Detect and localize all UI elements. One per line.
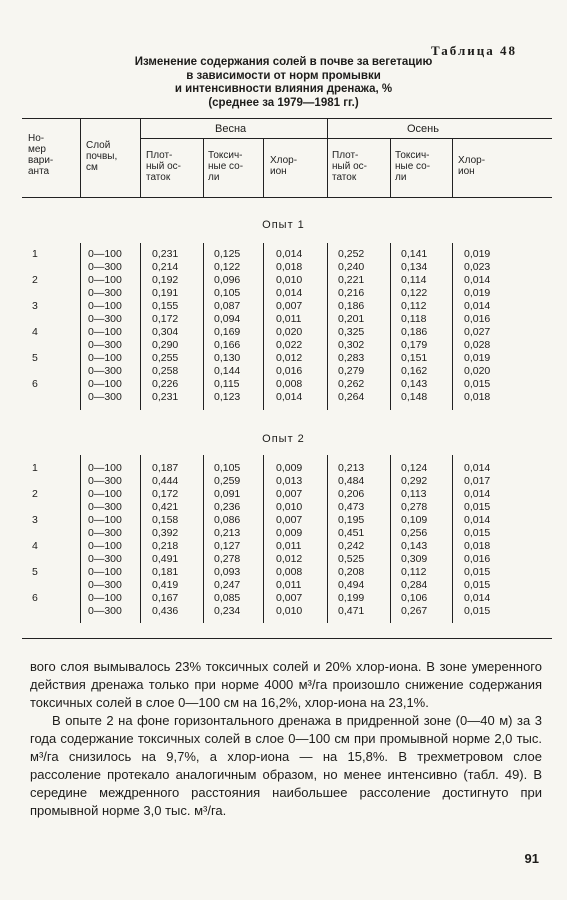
table-cell-s-cl: 0,013 (276, 475, 303, 487)
body-divider (203, 243, 204, 410)
paragraph: вого слоя вымывалось 23% токсичных солей и 20% хлор-иона. В зоне умеренного действия дренажа только при норме 4000 м³/га произошло снижение содержания токсичных солей в слое 0—100 см на 16,2%, хлор-иона на 23,1%. (30, 659, 542, 710)
table-cell-s-cl: 0,014 (276, 391, 303, 403)
table-cell-layer: 0—300 (88, 501, 122, 513)
table-cell-a-dry: 0,264 (338, 391, 365, 403)
header-spring-dry-residue: Плот- ный ос- таток (146, 150, 181, 183)
table-cell-layer: 0—100 (88, 592, 122, 604)
body-divider (263, 455, 264, 623)
body-divider (263, 243, 264, 410)
table-cell-s-dry: 0,231 (152, 391, 179, 403)
table-cell-a-tox: 0,148 (401, 391, 428, 403)
table-cell-s-cl: 0,009 (276, 527, 303, 539)
table-cell-a-tox: 0,162 (401, 365, 428, 377)
table-caption (0, 56, 567, 110)
table-cell-s-cl: 0,010 (276, 274, 303, 286)
table-cell-variant: 5 (32, 352, 38, 364)
table-cell-a-cl: 0,016 (464, 313, 491, 325)
table-cell-a-tox: 0,109 (401, 514, 428, 526)
table-cell-a-tox: 0,112 (401, 300, 427, 312)
table-cell-s-cl: 0,007 (276, 488, 303, 500)
table-cell-s-dry: 0,226 (152, 378, 179, 390)
table-cell-a-dry: 0,216 (338, 287, 365, 299)
header-spring-chlorine: Хлор- ион (270, 155, 298, 177)
table-cell-s-tox: 0,259 (214, 475, 241, 487)
table-cell-s-dry: 0,192 (152, 274, 179, 286)
caption-line: Изменение содержания солей в почве за вегетацию (134, 56, 433, 68)
table-cell-layer: 0—100 (88, 378, 122, 390)
table-cell-a-tox: 0,113 (401, 488, 427, 500)
table-cell-a-tox: 0,141 (401, 248, 428, 260)
table-cell-a-cl: 0,028 (464, 339, 491, 351)
season-rule (140, 138, 552, 139)
paragraph: В опыте 2 на фоне горизонтального дренажа в придренной зоне (0—40 м) за 3 года содержание токсичных солей в слое 0—100 см при промывной норме 2,0 тыс. м³/га снизилось на 9,7%, а хлор-иона — на 15,8%. В трехметровом слое рассоление протекало аналогичным образом, но менее интенсивно (табл. 49). В середине междренного расстояния наибольшее рассоление достигнуто при промывной норме 3,0 тыс. м³/га. (30, 713, 542, 818)
header-spring: Весна (215, 123, 247, 135)
table-cell-s-dry: 0,392 (152, 527, 179, 539)
table-cell-a-tox: 0,143 (401, 378, 428, 390)
body-divider (390, 455, 391, 623)
table-cell-a-dry: 0,325 (338, 326, 365, 338)
table-cell-s-cl: 0,008 (276, 566, 303, 578)
table-cell-s-cl: 0,014 (276, 248, 303, 260)
table-cell-a-cl: 0,015 (464, 566, 491, 578)
table-cell-a-dry: 0,473 (338, 501, 365, 513)
table-cell-s-tox: 0,125 (214, 248, 241, 260)
body-divider (327, 243, 328, 410)
table-cell-a-dry: 0,262 (338, 378, 365, 390)
table-cell-s-dry: 0,191 (152, 287, 179, 299)
table-cell-variant: 3 (32, 514, 38, 526)
table-cell-layer: 0—100 (88, 514, 122, 526)
table-cell-s-dry: 0,181 (152, 566, 179, 578)
table-cell-s-cl: 0,011 (276, 313, 302, 325)
table-cell-s-tox: 0,096 (214, 274, 241, 286)
table-cell-variant: 6 (32, 378, 38, 390)
table-cell-layer: 0—300 (88, 261, 122, 273)
table-cell-a-tox: 0,112 (401, 566, 427, 578)
table-cell-a-cl: 0,015 (464, 378, 491, 390)
body-divider (390, 243, 391, 410)
table-cell-s-dry: 0,158 (152, 514, 179, 526)
table-cell-s-cl: 0,012 (276, 352, 303, 364)
table-cell-s-dry: 0,218 (152, 540, 179, 552)
table-cell-a-cl: 0,014 (464, 514, 491, 526)
table-cell-layer: 0—100 (88, 462, 122, 474)
header-divider (327, 118, 328, 197)
table-cell-a-cl: 0,014 (464, 300, 491, 312)
table-cell-layer: 0—100 (88, 274, 122, 286)
body-divider (203, 455, 204, 623)
body-divider (452, 243, 453, 410)
table-cell-layer: 0—300 (88, 313, 122, 325)
table-cell-a-cl: 0,019 (464, 287, 491, 299)
table-cell-s-dry: 0,155 (152, 300, 179, 312)
body-divider (80, 455, 81, 623)
table-cell-a-cl: 0,015 (464, 501, 491, 513)
table-cell-a-dry: 0,283 (338, 352, 365, 364)
table-cell-layer: 0—300 (88, 475, 122, 487)
table-cell-variant: 3 (32, 300, 38, 312)
table-cell-a-dry: 0,240 (338, 261, 365, 273)
header-divider (203, 138, 204, 197)
table-cell-layer: 0—100 (88, 540, 122, 552)
table-cell-s-tox: 0,169 (214, 326, 241, 338)
table-cell-s-cl: 0,020 (276, 326, 303, 338)
table-cell-a-cl: 0,016 (464, 553, 491, 565)
header-divider (390, 138, 391, 197)
table-cell-variant: 4 (32, 540, 38, 552)
table-cell-a-cl: 0,014 (464, 592, 491, 604)
table-cell-s-dry: 0,444 (152, 475, 179, 487)
table-cell-s-dry: 0,172 (152, 313, 179, 325)
header-divider (80, 118, 81, 197)
table-cell-a-tox: 0,134 (401, 261, 428, 273)
table-cell-a-tox: 0,106 (401, 592, 428, 604)
table-cell-a-dry: 0,206 (338, 488, 365, 500)
table-cell-s-dry: 0,214 (152, 261, 179, 273)
table-cell-a-cl: 0,014 (464, 462, 491, 474)
table-cell-s-tox: 0,278 (214, 553, 241, 565)
body-divider (80, 243, 81, 410)
table-cell-a-tox: 0,309 (401, 553, 428, 565)
table-cell-variant: 5 (32, 566, 38, 578)
table-cell-layer: 0—100 (88, 488, 122, 500)
header-autumn-chlorine: Хлор- ион (458, 155, 486, 177)
table-cell-a-dry: 0,201 (338, 313, 365, 325)
table-cell-s-tox: 0,122 (214, 261, 241, 273)
header-variant: Но- мер вари- анта (28, 133, 54, 177)
header-divider (140, 118, 141, 197)
body-divider (327, 455, 328, 623)
table-cell-s-tox: 0,105 (214, 287, 241, 299)
table-cell-s-tox: 0,130 (214, 352, 241, 364)
table-cell-s-tox: 0,115 (214, 378, 240, 390)
table-cell-a-tox: 0,122 (401, 287, 428, 299)
header-autumn-dry-residue: Плот- ный ос- таток (332, 150, 367, 183)
experiment-title: Опыт 2 (262, 433, 305, 445)
table-cell-variant: 2 (32, 488, 38, 500)
table-cell-a-cl: 0,015 (464, 579, 491, 591)
table-cell-s-dry: 0,290 (152, 339, 179, 351)
table-cell-s-cl: 0,018 (276, 261, 303, 273)
table-cell-s-dry: 0,231 (152, 248, 179, 260)
table-cell-a-cl: 0,017 (464, 475, 491, 487)
table-cell-a-dry: 0,302 (338, 339, 365, 351)
table-cell-s-tox: 0,123 (214, 391, 241, 403)
table-cell-a-dry: 0,208 (338, 566, 365, 578)
table-cell-s-cl: 0,010 (276, 501, 303, 513)
caption-line: и интенсивности влияния дренажа, % (174, 83, 393, 95)
table-cell-a-cl: 0,019 (464, 352, 491, 364)
table-cell-a-cl: 0,018 (464, 391, 491, 403)
table-cell-layer: 0—100 (88, 352, 122, 364)
table-cell-s-dry: 0,167 (152, 592, 179, 604)
table-cell-s-cl: 0,007 (276, 300, 303, 312)
table-cell-layer: 0—300 (88, 579, 122, 591)
body-divider (452, 455, 453, 623)
table-cell-a-cl: 0,027 (464, 326, 491, 338)
table-cell-layer: 0—300 (88, 287, 122, 299)
table-cell-a-dry: 0,213 (338, 462, 365, 474)
table-cell-layer: 0—100 (88, 248, 122, 260)
table-cell-layer: 0—100 (88, 566, 122, 578)
table-cell-a-tox: 0,284 (401, 579, 428, 591)
table-cell-layer: 0—100 (88, 326, 122, 338)
table-cell-s-dry: 0,436 (152, 605, 179, 617)
table-cell-s-cl: 0,011 (276, 579, 302, 591)
table-cell-s-dry: 0,421 (152, 501, 179, 513)
table-cell-a-dry: 0,199 (338, 592, 365, 604)
table-cell-variant: 4 (32, 326, 38, 338)
table-cell-a-dry: 0,252 (338, 248, 365, 260)
table-cell-a-cl: 0,020 (464, 365, 491, 377)
table-cell-s-dry: 0,255 (152, 352, 179, 364)
header-layer: Слой почвы, см (86, 140, 118, 173)
header-divider (263, 138, 264, 197)
table-cell-a-tox: 0,292 (401, 475, 428, 487)
table-cell-s-tox: 0,166 (214, 339, 241, 351)
table-cell-layer: 0—300 (88, 527, 122, 539)
table-cell-a-tox: 0,124 (401, 462, 428, 474)
body-divider (140, 455, 141, 623)
table-cell-a-cl: 0,015 (464, 605, 491, 617)
header-spring-toxic-salts: Токсич- ные со- ли (208, 150, 244, 183)
table-cell-s-tox: 0,105 (214, 462, 241, 474)
table-cell-layer: 0—300 (88, 339, 122, 351)
table-cell-s-tox: 0,144 (214, 365, 241, 377)
table-cell-a-cl: 0,019 (464, 248, 491, 260)
table-cell-s-cl: 0,010 (276, 605, 303, 617)
table-label: Таблица 48 (430, 43, 517, 58)
table-cell-variant: 6 (32, 592, 38, 604)
table-top-rule (22, 118, 552, 119)
table-cell-a-dry: 0,494 (338, 579, 365, 591)
body-divider (140, 243, 141, 410)
table-cell-s-tox: 0,091 (214, 488, 241, 500)
table-cell-s-cl: 0,016 (276, 365, 303, 377)
table-cell-a-tox: 0,256 (401, 527, 428, 539)
table-cell-a-cl: 0,014 (464, 488, 491, 500)
table-cell-a-dry: 0,525 (338, 553, 365, 565)
table-cell-s-dry: 0,419 (152, 579, 179, 591)
table-cell-s-tox: 0,094 (214, 313, 241, 325)
table-cell-a-dry: 0,186 (338, 300, 365, 312)
table-cell-s-cl: 0,009 (276, 462, 303, 474)
header-autumn-toxic-salts: Токсич- ные со- ли (395, 150, 431, 183)
table-cell-a-dry: 0,221 (338, 274, 365, 286)
table-cell-a-tox: 0,179 (401, 339, 428, 351)
header-autumn: Осень (407, 123, 439, 135)
table-cell-a-cl: 0,023 (464, 261, 491, 273)
table-cell-s-cl: 0,011 (276, 540, 302, 552)
table-cell-a-cl: 0,014 (464, 274, 491, 286)
table-cell-a-tox: 0,186 (401, 326, 428, 338)
table-cell-s-tox: 0,234 (214, 605, 241, 617)
table-cell-a-tox: 0,151 (401, 352, 428, 364)
table-cell-a-tox: 0,114 (401, 274, 427, 286)
table-cell-a-dry: 0,451 (338, 527, 365, 539)
table-cell-s-cl: 0,022 (276, 339, 303, 351)
table-cell-s-dry: 0,172 (152, 488, 179, 500)
table-cell-a-cl: 0,018 (464, 540, 491, 552)
table-cell-layer: 0—300 (88, 391, 122, 403)
table-cell-s-dry: 0,258 (152, 365, 179, 377)
experiment-title: Опыт 1 (262, 219, 305, 231)
caption-line: (среднее за 1979—1981 гг.) (208, 96, 359, 109)
table-cell-s-cl: 0,008 (276, 378, 303, 390)
table-cell-s-tox: 0,093 (214, 566, 241, 578)
table-cell-a-tox: 0,278 (401, 501, 428, 513)
table-cell-s-dry: 0,491 (152, 553, 179, 565)
body-text (30, 658, 542, 820)
table-cell-variant: 1 (32, 462, 38, 474)
table-bottom-rule (22, 638, 552, 639)
table-cell-s-tox: 0,247 (214, 579, 241, 591)
table-cell-s-dry: 0,304 (152, 326, 179, 338)
table-cell-s-dry: 0,187 (152, 462, 179, 474)
table-cell-a-dry: 0,484 (338, 475, 365, 487)
page-number: 91 (524, 851, 539, 866)
table-cell-s-cl: 0,007 (276, 592, 303, 604)
table-cell-a-tox: 0,143 (401, 540, 428, 552)
caption-line: в зависимости от норм промывки (186, 69, 381, 82)
table-cell-s-tox: 0,127 (214, 540, 241, 552)
table-cell-layer: 0—300 (88, 605, 122, 617)
table-cell-variant: 1 (32, 248, 38, 260)
table-cell-s-cl: 0,012 (276, 553, 303, 565)
table-cell-a-cl: 0,015 (464, 527, 491, 539)
table-cell-s-tox: 0,213 (214, 527, 241, 539)
table-cell-a-tox: 0,118 (401, 313, 427, 325)
table-cell-layer: 0—100 (88, 300, 122, 312)
table-cell-a-dry: 0,195 (338, 514, 365, 526)
table-cell-a-dry: 0,471 (338, 605, 365, 617)
table-cell-s-tox: 0,236 (214, 501, 241, 513)
table-cell-s-tox: 0,087 (214, 300, 241, 312)
table-cell-s-tox: 0,085 (214, 592, 241, 604)
table-cell-layer: 0—300 (88, 365, 122, 377)
table-cell-layer: 0—300 (88, 553, 122, 565)
table-cell-s-cl: 0,007 (276, 514, 303, 526)
table-cell-a-dry: 0,279 (338, 365, 365, 377)
table-cell-s-tox: 0,086 (214, 514, 241, 526)
table-cell-a-tox: 0,267 (401, 605, 428, 617)
header-divider (452, 138, 453, 197)
table-cell-s-cl: 0,014 (276, 287, 303, 299)
table-cell-variant: 2 (32, 274, 38, 286)
header-bottom-rule (22, 197, 552, 198)
table-cell-a-dry: 0,242 (338, 540, 365, 552)
